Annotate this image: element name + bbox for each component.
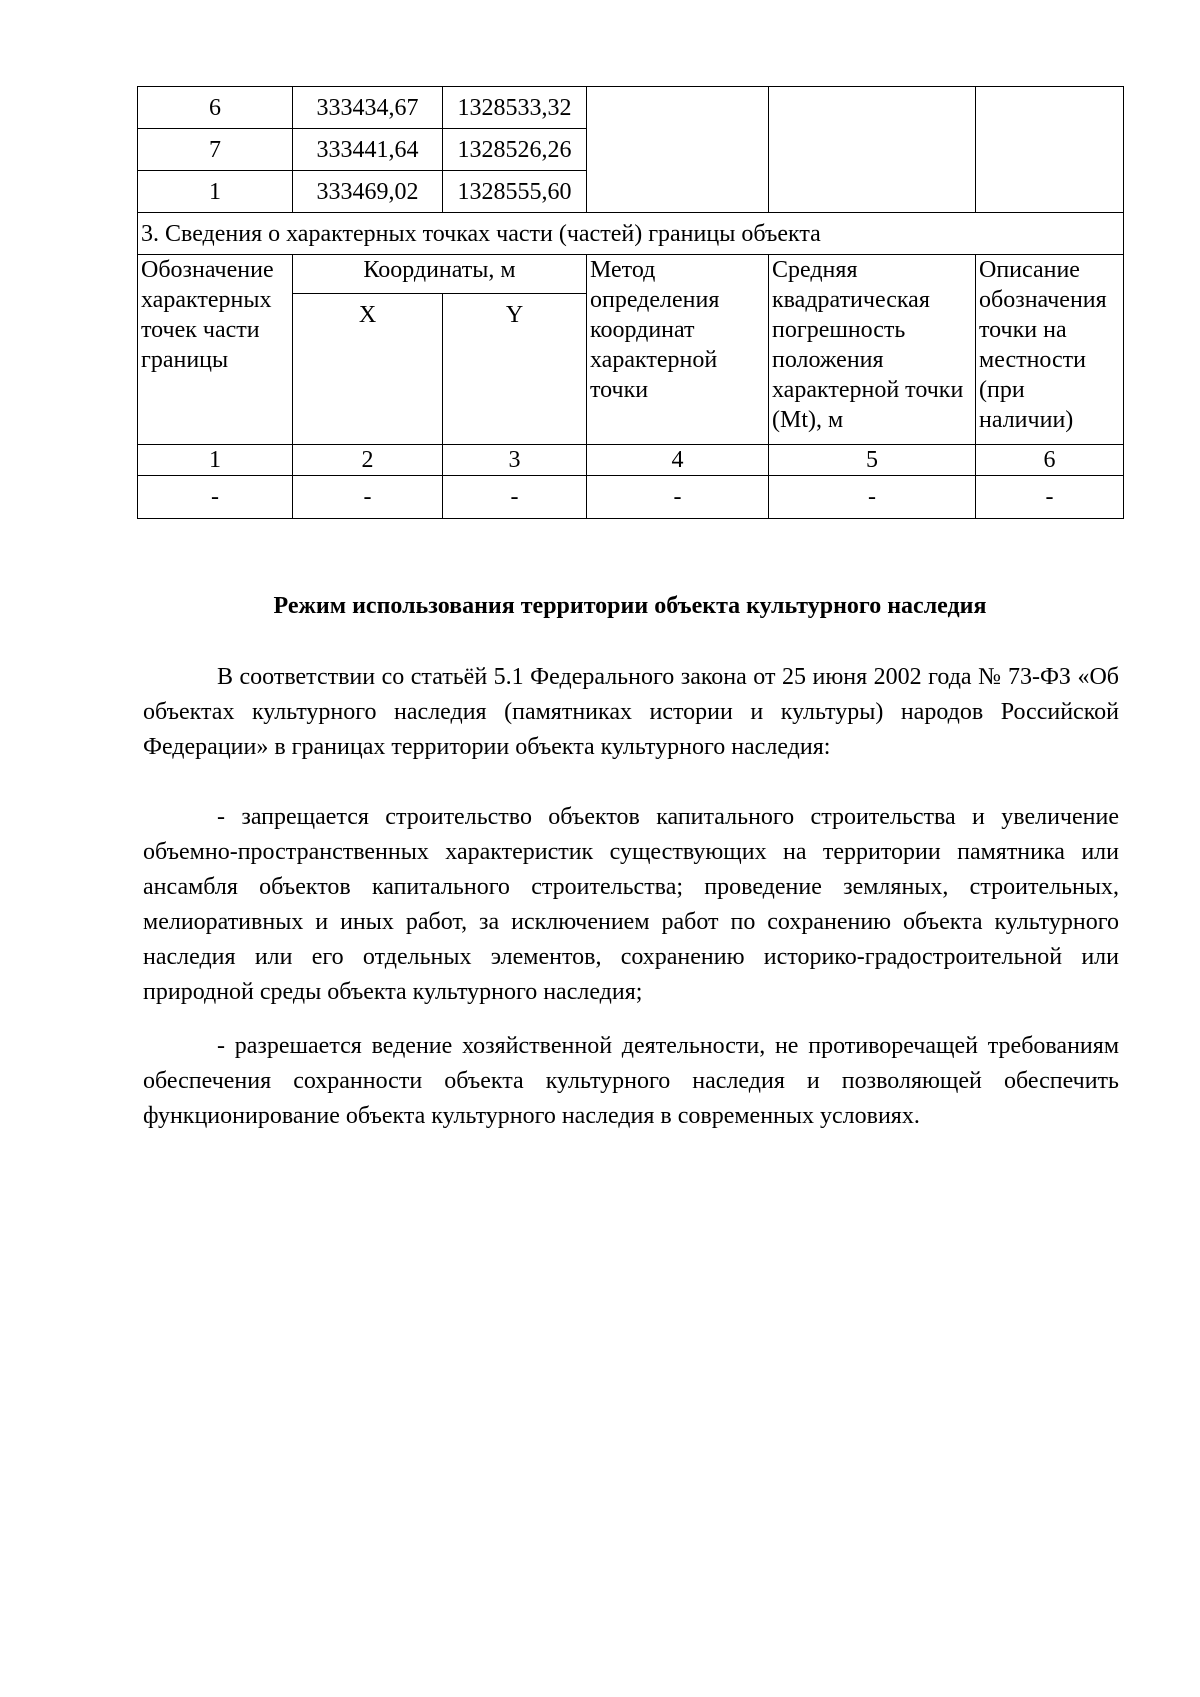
dash-cell: - xyxy=(138,476,293,519)
point-number-cell: 7 xyxy=(138,129,293,171)
header-point: Обозначение характерных точек части границы xyxy=(138,255,293,445)
regime-heading: Режим использования территории объекта культурного наследия xyxy=(273,593,987,619)
x-coordinate-cell: 333441,64 xyxy=(293,129,443,171)
prohibited-paragraph: - запрещается строительство объектов капитального строительства и увеличение объемно-пространственных характеристик существующих на территории памятника или ансамбля объектов капитального строительства; проведение земляных, строительных, мелиоративных и иных работ, за исключением работ по сохранению объекта культурного наследия или его отдельных элементов, сохранению историко-градостроительной или природной среды объекта культурного наследия; xyxy=(143,804,1119,1005)
dash-cell: - xyxy=(976,476,1124,519)
column-number: 5 xyxy=(769,445,976,476)
table-row xyxy=(138,476,1124,519)
y-coordinate-cell: 1328526,26 xyxy=(443,129,587,171)
header-method: Метод определения координат характерной точки xyxy=(587,255,769,445)
coordinates-table xyxy=(137,86,1124,519)
section-title-row xyxy=(138,213,1124,255)
header-row xyxy=(138,255,1124,294)
error-cell xyxy=(769,87,976,213)
header-description: Описание обозначения точки на местности (при наличии) xyxy=(976,255,1124,445)
method-cell xyxy=(587,87,769,213)
y-coordinate-cell: 1328555,60 xyxy=(443,171,587,213)
y-coordinate-cell: 1328533,32 xyxy=(443,87,587,129)
column-number: 2 xyxy=(293,445,443,476)
column-number: 1 xyxy=(138,445,293,476)
x-coordinate-cell: 333434,67 xyxy=(293,87,443,129)
dash-cell: - xyxy=(293,476,443,519)
dash-cell: - xyxy=(769,476,976,519)
header-y: Y xyxy=(443,294,587,445)
allowed-paragraph: - разрешается ведение хозяйственной деятельности, не противоречащей требованиям обеспечения сохранности объекта культурного наследия и позволяющей обеспечить функционирование объекта культурного наследия в современных условиях. xyxy=(143,1033,1119,1129)
header-coordinates: Координаты, м xyxy=(293,255,587,294)
point-number-cell: 6 xyxy=(138,87,293,129)
column-number: 3 xyxy=(443,445,587,476)
column-number: 6 xyxy=(976,445,1124,476)
dash-cell: - xyxy=(587,476,769,519)
x-coordinate-cell: 333469,02 xyxy=(293,171,443,213)
table-row xyxy=(138,87,1124,129)
dash-cell: - xyxy=(443,476,587,519)
description-cell xyxy=(976,87,1124,213)
point-number-cell: 1 xyxy=(138,171,293,213)
header-x: X xyxy=(293,294,443,445)
header-error: Средняя квадратическая погрешность положения характерной точки (Mt), м xyxy=(769,255,976,445)
column-number-row xyxy=(138,445,1124,476)
column-number: 4 xyxy=(587,445,769,476)
intro-paragraph: В соответствии со статьёй 5.1 Федерального закона от 25 июня 2002 года № 73-ФЗ «Об объектах культурного наследия (памятниках истории и культуры) народов Российской Федерации» в границах территории объекта культурного наследия: xyxy=(143,664,1119,760)
section-title: 3. Сведения о характерных точках части (частей) границы объекта xyxy=(138,213,1124,255)
